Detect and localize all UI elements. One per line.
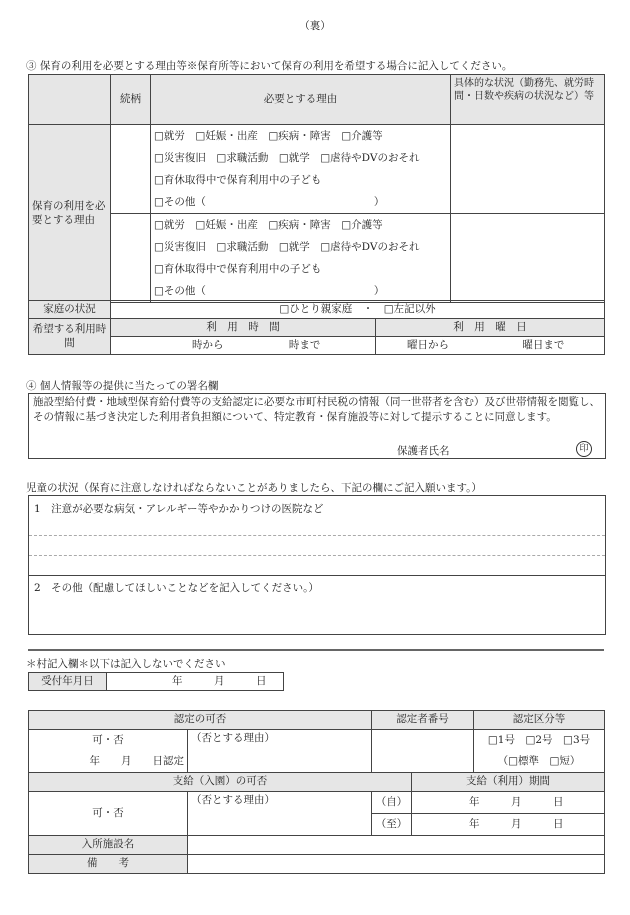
period-to-text: 年 月 日 [469, 817, 564, 830]
cert-class-header: 認定区分等 [474, 711, 605, 730]
cert-date: 年 月 日認定 [89, 755, 184, 767]
pay-header: 支給（入園）の可否 [29, 773, 412, 792]
remarks-label: 備 考 [29, 855, 188, 874]
cert-reject-reason[interactable]: （否とする理由） [188, 730, 372, 773]
period-to-label: （至） [372, 814, 412, 836]
reason-option-line[interactable]: □就労 □妊娠・出産 □疾病・障害 □介護等 [154, 130, 383, 142]
reason-option-line[interactable]: □その他（ ） [154, 285, 385, 297]
page-side-label: （裏） [299, 20, 331, 32]
section3-heading: ③ 保育の利用を必要とする理由等※保育所等において保育の利用を希望する場合に記入してください。 [26, 60, 513, 72]
detail-cell-2[interactable] [451, 214, 605, 303]
section4-heading: ④ 個人情報等の提供に当たっての署名欄 [26, 380, 219, 392]
reason-option-line[interactable]: □災害復旧 □求職活動 □就学 □虐待やDVのおそれ [154, 241, 420, 253]
received-value[interactable] [107, 673, 284, 691]
time-from: 時から [192, 338, 224, 351]
child-item-2: 2 その他（配慮してほしいことなどを記入してください。） [34, 582, 319, 594]
consent-text: 施設型給付費・地域型保育給付費等の支給認定に必要な市町村民税の情報（同一世帯者を含む）及び世帯情報を閲覧し、その情報に基づき決定した利用者負担額について、特定教育・保育施設等に対して提示することに同意します。 [33, 396, 600, 423]
period-from-text: 年 月 日 [469, 795, 564, 808]
facility-value[interactable] [188, 836, 605, 855]
detail-cell-1[interactable] [451, 125, 605, 214]
cert-header: 認定の可否 [29, 711, 372, 730]
period-from-label: （自） [372, 792, 412, 814]
relation-cell-1[interactable] [111, 125, 151, 214]
reason-option-line[interactable]: □その他（ ） [154, 196, 385, 208]
cert-number-cell[interactable] [372, 730, 474, 773]
pay-reject-reason[interactable]: （否とする理由） [188, 792, 372, 836]
reason-table [28, 74, 605, 303]
reason-corner-cell [29, 75, 111, 125]
relation-cell-2[interactable] [111, 214, 151, 303]
dash-divider [29, 555, 605, 556]
time-header: 利 用 時 間 [111, 319, 376, 337]
remarks-value[interactable] [188, 855, 605, 874]
detail-header: 具体的な状況（勤務先、就労時間・日数や疾病の状況など）等 [451, 75, 605, 125]
reason-row-label: 保育の利用を必要とする理由 [29, 125, 111, 303]
admin-table [28, 710, 605, 874]
village-heading: ＊村記入欄＊以下は記入しないでください [26, 658, 226, 670]
guardian-name-label: 保護者氏名 [397, 445, 450, 457]
child-item-1: 1 注意が必要な病気・アレルギー等やかかりつけの医院など [34, 503, 324, 515]
child-status-heading: 児童の状況（保育に注意しなければならないことがありましたら、下記の欄にご記入願います。） [26, 482, 482, 494]
reason-option-line[interactable]: □災害復旧 □求職活動 □就学 □虐待やDVのおそれ [154, 152, 420, 164]
period-from-date[interactable] [412, 792, 605, 814]
cert-yes-no: 可・否 [92, 734, 124, 746]
relation-header: 続柄 [111, 75, 151, 125]
reason-header: 必要とする理由 [151, 75, 451, 125]
family-label: 家庭の状況 [29, 301, 111, 319]
section-separator [28, 649, 604, 651]
received-date-text: 年 月 日 [172, 674, 267, 687]
reason-option-line[interactable]: □育休取得中で保育利用中の子ども [154, 174, 322, 186]
day-range-cell[interactable] [376, 337, 605, 355]
day-header: 利 用 曜 日 [376, 319, 605, 337]
day-from: 曜日から [407, 338, 449, 351]
cert-yes-no-cell[interactable] [29, 730, 188, 773]
reason-options-1[interactable] [151, 125, 451, 214]
time-table [28, 300, 605, 355]
pay-yes-no[interactable]: 可・否 [29, 792, 188, 836]
day-to: 曜日まで [522, 338, 565, 351]
time-range-cell[interactable] [111, 337, 376, 355]
dash-divider [29, 535, 605, 536]
cert-number-header: 認定者番号 [372, 711, 474, 730]
period-header: 支給（利用）期間 [412, 773, 605, 792]
reason-option-line[interactable]: □就労 □妊娠・出産 □疾病・障害 □介護等 [154, 219, 383, 231]
child-status-box[interactable] [28, 495, 606, 635]
family-options[interactable]: □ひとり親家庭 ・ □左記以外 [111, 301, 605, 319]
period-to-date[interactable] [412, 814, 605, 836]
cert-std-options[interactable]: （□標準 □短） [497, 755, 581, 767]
received-label: 受付年月日 [29, 673, 107, 691]
hope-time-label: 希望する利用時間 [29, 319, 111, 355]
reason-options-2[interactable] [151, 214, 451, 303]
consent-box [28, 393, 606, 459]
seal-icon: 印 [576, 441, 592, 457]
reason-option-line[interactable]: □育休取得中で保育利用中の子ども [154, 263, 322, 275]
cert-class-cell[interactable] [474, 730, 605, 773]
facility-label: 入所施設名 [29, 836, 188, 855]
cert-class-options[interactable]: □1号 □2号 □3号 [487, 734, 591, 746]
time-to: 時まで [288, 338, 321, 351]
received-table [28, 672, 284, 691]
divider [29, 575, 605, 576]
